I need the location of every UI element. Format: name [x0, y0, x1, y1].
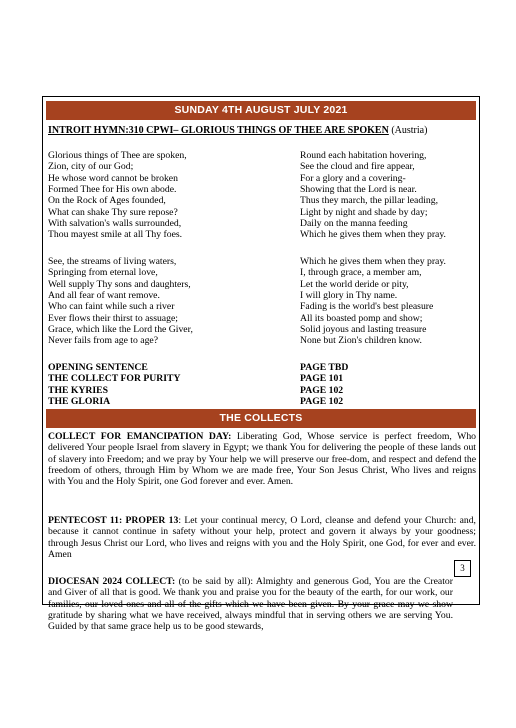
hymn-line: Never fails from age to age?	[48, 335, 159, 347]
order-item: THE KYRIES	[48, 384, 109, 396]
hymn-line: I, through grace, a member am,	[300, 267, 422, 279]
order-page: PAGE 101	[300, 373, 344, 385]
collect-diocesan-title: DIOCESAN 2024 COLLECT:	[48, 576, 176, 587]
order-page: PAGE 102	[300, 384, 344, 396]
hymn-line: Light by night and shade by day;	[300, 206, 428, 218]
collect-diocesan-text: (to be said by all): Almighty and generous God, You are the Creator and Giver of all that is good. We thank you and praise you for the beauty of the earth, for our work, our families, our loved ones and all of the gifts which we have been given. By your grace may we show gratitude by sharing what we have received, always mindful that in serving others we are serving You. Guided by that same grace help us to be good stewards,	[48, 576, 453, 633]
hymn-tune: (Austria)	[388, 125, 428, 136]
page-number: 3	[454, 560, 471, 577]
hymn-line: All its boasted pomp and show;	[300, 312, 423, 324]
hymn-line: Which he gives them when they pray.	[300, 256, 446, 267]
hymn-line: Showing that the Lord is near.	[300, 183, 417, 195]
hymn-line: What can shake Thy sure repose?	[48, 206, 178, 218]
hymn-line: None but Zion's children know.	[300, 335, 422, 347]
hymn-title-text: INTROIT HYMN:310 CPWI– GLORIOUS THINGS OF THEE ARE SPOKEN	[48, 125, 389, 136]
collect-emancipation-text: Liberating God, Whose service is perfect freedom, Who delivered Your people Israel from slavery in Egypt; we thank You for delivering the people of these lands out of slavery into Freedom; and we pray by Your help we will preserve our free-dom, and respect and defend the freedom of others, through Him by Whom we are made free, Your Son Jesus Christ, Who lives and reigns with You and the Holy Spirit, one God forever and ever. Amen.	[48, 431, 477, 488]
page-frame	[42, 96, 480, 633]
hymn-line: Grace, which like the Lord the Giver,	[48, 323, 193, 335]
hymn-title	[48, 125, 427, 136]
collect-pentecost-text: : Let your continual mercy, O Lord, cleanse and defend your Church: and, because it cannot continue in safety without your help, protect and govern it always by your goodness; through Jesus Christ our Lord, who lives and reigns with you and the Holy Spirit, one God, for ever and ever. Amen	[48, 515, 476, 560]
order-item: THE COLLECT FOR PURITY	[48, 373, 181, 385]
hymn-line: Round each habitation hovering,	[300, 150, 427, 161]
hymn-line: With salvation's walls surrounded,	[48, 217, 182, 229]
hymn-line: For a glory and a covering-	[300, 172, 406, 184]
hymn-line: Ever flows their thirst to assuage;	[48, 312, 178, 324]
collect-pentecost	[48, 515, 476, 560]
hymn-line: And all fear of want remove.	[48, 289, 160, 301]
collect-pentecost-title: PENTECOST 11: PROPER 13	[48, 515, 179, 526]
hymn-line: Which he gives them when they pray.	[300, 229, 446, 241]
hymn-line: Springing from eternal love,	[48, 267, 158, 279]
order-page: PAGE TBD	[300, 362, 349, 373]
hymn-line: Thou mayest smile at all Thy foes.	[48, 229, 183, 241]
collect-emancipation	[48, 431, 476, 487]
collects-banner: THE COLLECTS	[46, 409, 476, 428]
order-page: PAGE 102	[300, 395, 344, 407]
sunday-banner: SUNDAY 4TH AUGUST JULY 2021	[46, 101, 476, 120]
order-item: OPENING SENTENCE	[48, 362, 148, 373]
order-item: THE GLORIA	[48, 395, 111, 407]
hymn-line: On the Rock of Ages founded,	[48, 195, 166, 207]
hymn-line: Let the world deride or pity,	[300, 278, 409, 290]
hymn-line: See the cloud and fire appear,	[300, 161, 415, 173]
hymn-line: Solid joyous and lasting treasure	[300, 323, 427, 335]
hymn-line: Who can faint while such a river	[48, 301, 175, 313]
hymn-line: See, the streams of living waters,	[48, 256, 177, 267]
collect-diocesan	[48, 576, 453, 632]
hymn-line: Thus they march, the pillar leading,	[300, 195, 439, 207]
hymn-line: Daily on the manna feeding	[300, 217, 408, 229]
hymn-line: Well supply Thy sons and daughters,	[48, 278, 191, 290]
hymn-line: Formed Thee for His own abode.	[48, 183, 177, 195]
hymn-line: I will glory in Thy name.	[300, 289, 398, 301]
collect-emancipation-title: COLLECT FOR EMANCIPATION DAY:	[48, 431, 232, 442]
hymn-line: He whose word cannot be broken	[48, 172, 178, 184]
hymn-line: Zion, city of our God;	[48, 161, 134, 173]
hymn-line: Fading is the world's best pleasure	[300, 301, 434, 313]
hymn-line: Glorious things of Thee are spoken,	[48, 150, 187, 161]
